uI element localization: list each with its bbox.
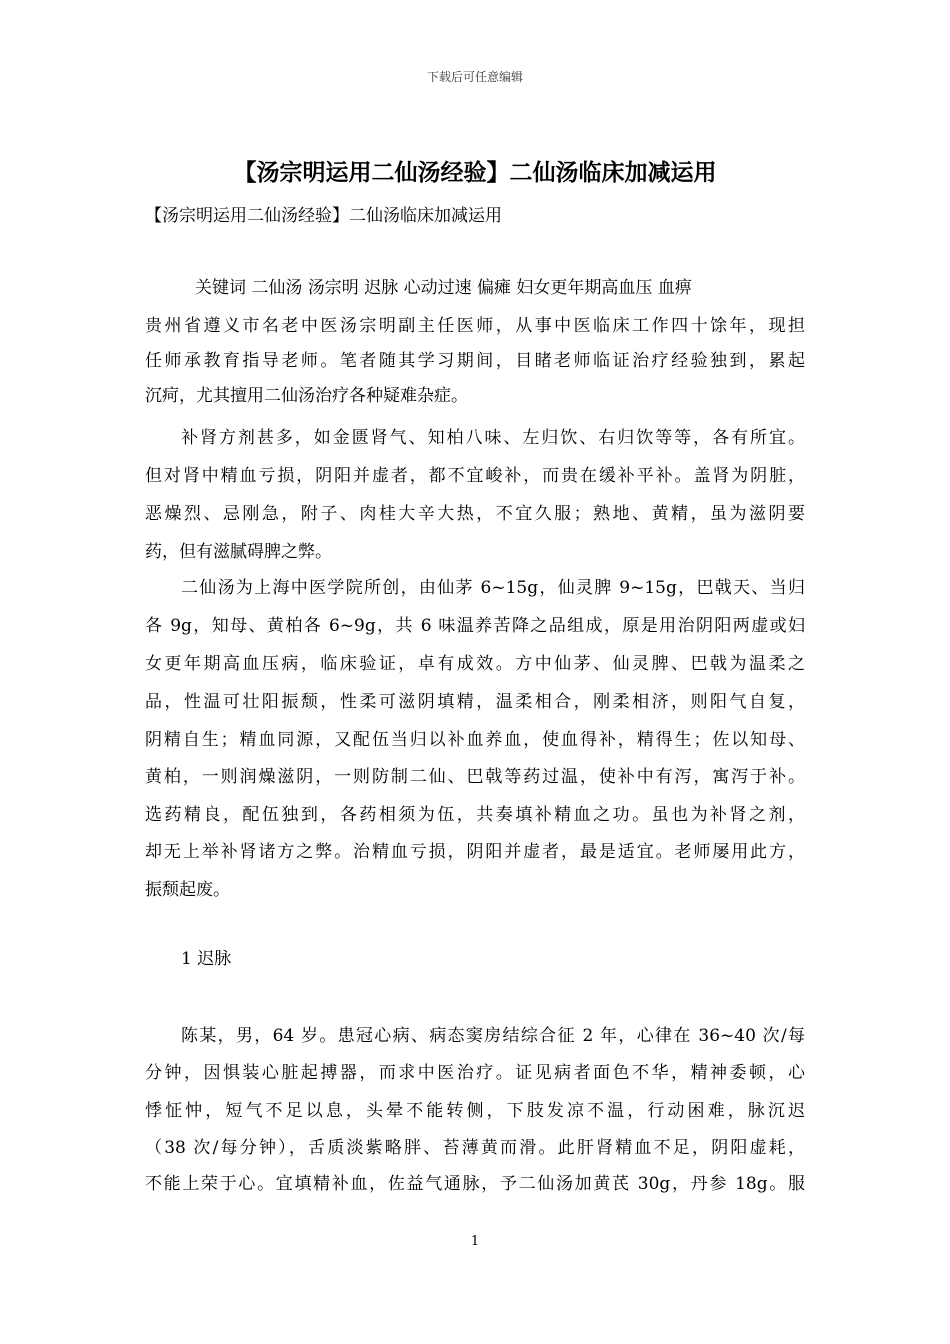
- page-number: 1: [470, 1234, 480, 1249]
- paragraph-line: 贵州省遵义市名老中医汤宗明副主任医师，从事中医临床工作四十馀年，现担: [145, 316, 805, 336]
- header-note: 下载后可任意编辑: [426, 70, 523, 84]
- paragraph-line: 药，但有滋腻碍脾之弊。: [145, 542, 332, 562]
- paragraph-line: 黄柏，一则润燥滋阴，一则防制二仙、巴戟等药过温，使补中有泻，寓泻于补。: [145, 767, 805, 787]
- paragraph-line: 不能上荣于心。宜填精补血，佐益气通脉，予二仙汤加黄芪 30g，丹参 18g。服: [145, 1174, 805, 1194]
- paragraph-line: 任师承教育指导老师。笔者随其学习期间，目睹老师临证治疗经验独到，累起: [145, 351, 805, 371]
- paragraph-line: 分钟，因惧装心脏起搏器，而求中医治疗。证见病者面色不华，精神委顿，心: [145, 1063, 805, 1083]
- document-subtitle: 【汤宗明运用二仙汤经验】二仙汤临床加减运用: [145, 206, 502, 226]
- paragraph-line: 陈某，男，64 岁。患冠心病、病态窦房结综合征 2 年，心律在 36~40 次/每: [181, 1026, 805, 1046]
- paragraph-line: 恶燥烈、忌刚急，附子、肉桂大辛大热，不宜久服；熟地、黄精，虽为滋阴要: [145, 504, 805, 524]
- paragraph-line: （38 次/每分钟），舌质淡紫略胖、苔薄黄而滑。此肝肾精血不足，阴阳虚耗，: [145, 1138, 805, 1158]
- paragraph-line: 二仙汤为上海中医学院所创，由仙茅 6~15g，仙灵脾 9~15g，巴戟天、当归: [181, 578, 805, 598]
- document-title: 【汤宗明运用二仙汤经验】二仙汤临床加减运用: [233, 160, 717, 186]
- paragraph-line: 却无上举补肾诸方之弊。治精血亏损，阴阳并虚者，最是适宜。老师屡用此方，: [145, 842, 805, 862]
- paragraph-line: 选药精良，配伍独到，各药相须为伍，共奏填补精血之功。虽也为补肾之剂，: [145, 805, 805, 825]
- paragraph-line: 沉疴，尤其擅用二仙汤治疗各种疑难杂症。: [145, 386, 468, 406]
- paragraph-line: 振颓起废。: [145, 880, 230, 900]
- paragraph-line: 悸怔忡，短气不足以息，头晕不能转侧，下肢发凉不温，行动困难，脉沉迟: [145, 1101, 805, 1121]
- paragraph-line: 补肾方剂甚多，如金匮肾气、知柏八味、左归饮、右归饮等等，各有所宜。: [181, 428, 805, 448]
- paragraph-line: 但对肾中精血亏损，阴阳并虚者，都不宜峻补，而贵在缓补平补。盖肾为阴脏，: [145, 466, 805, 486]
- paragraph-line: 各 9g，知母、黄柏各 6~9g，共 6 味温养苦降之品组成，原是用治阴阳两虚或妇: [145, 616, 805, 636]
- paragraph-line: 阴精自生；精血同源，又配伍当归以补血养血，使血得补，精得生；佐以知母、: [145, 730, 805, 750]
- section-heading: 1 迟脉: [181, 949, 232, 969]
- paragraph-line: 女更年期高血压病，临床验证，卓有成效。方中仙茅、仙灵脾、巴戟为温柔之: [145, 654, 805, 674]
- paragraph-line: 品，性温可壮阳振颓，性柔可滋阴填精，温柔相合，刚柔相济，则阳气自复，: [145, 692, 805, 712]
- keywords-line: 关键词 二仙汤 汤宗明 迟脉 心动过速 偏瘫 妇女更年期高血压 血痹: [195, 278, 692, 298]
